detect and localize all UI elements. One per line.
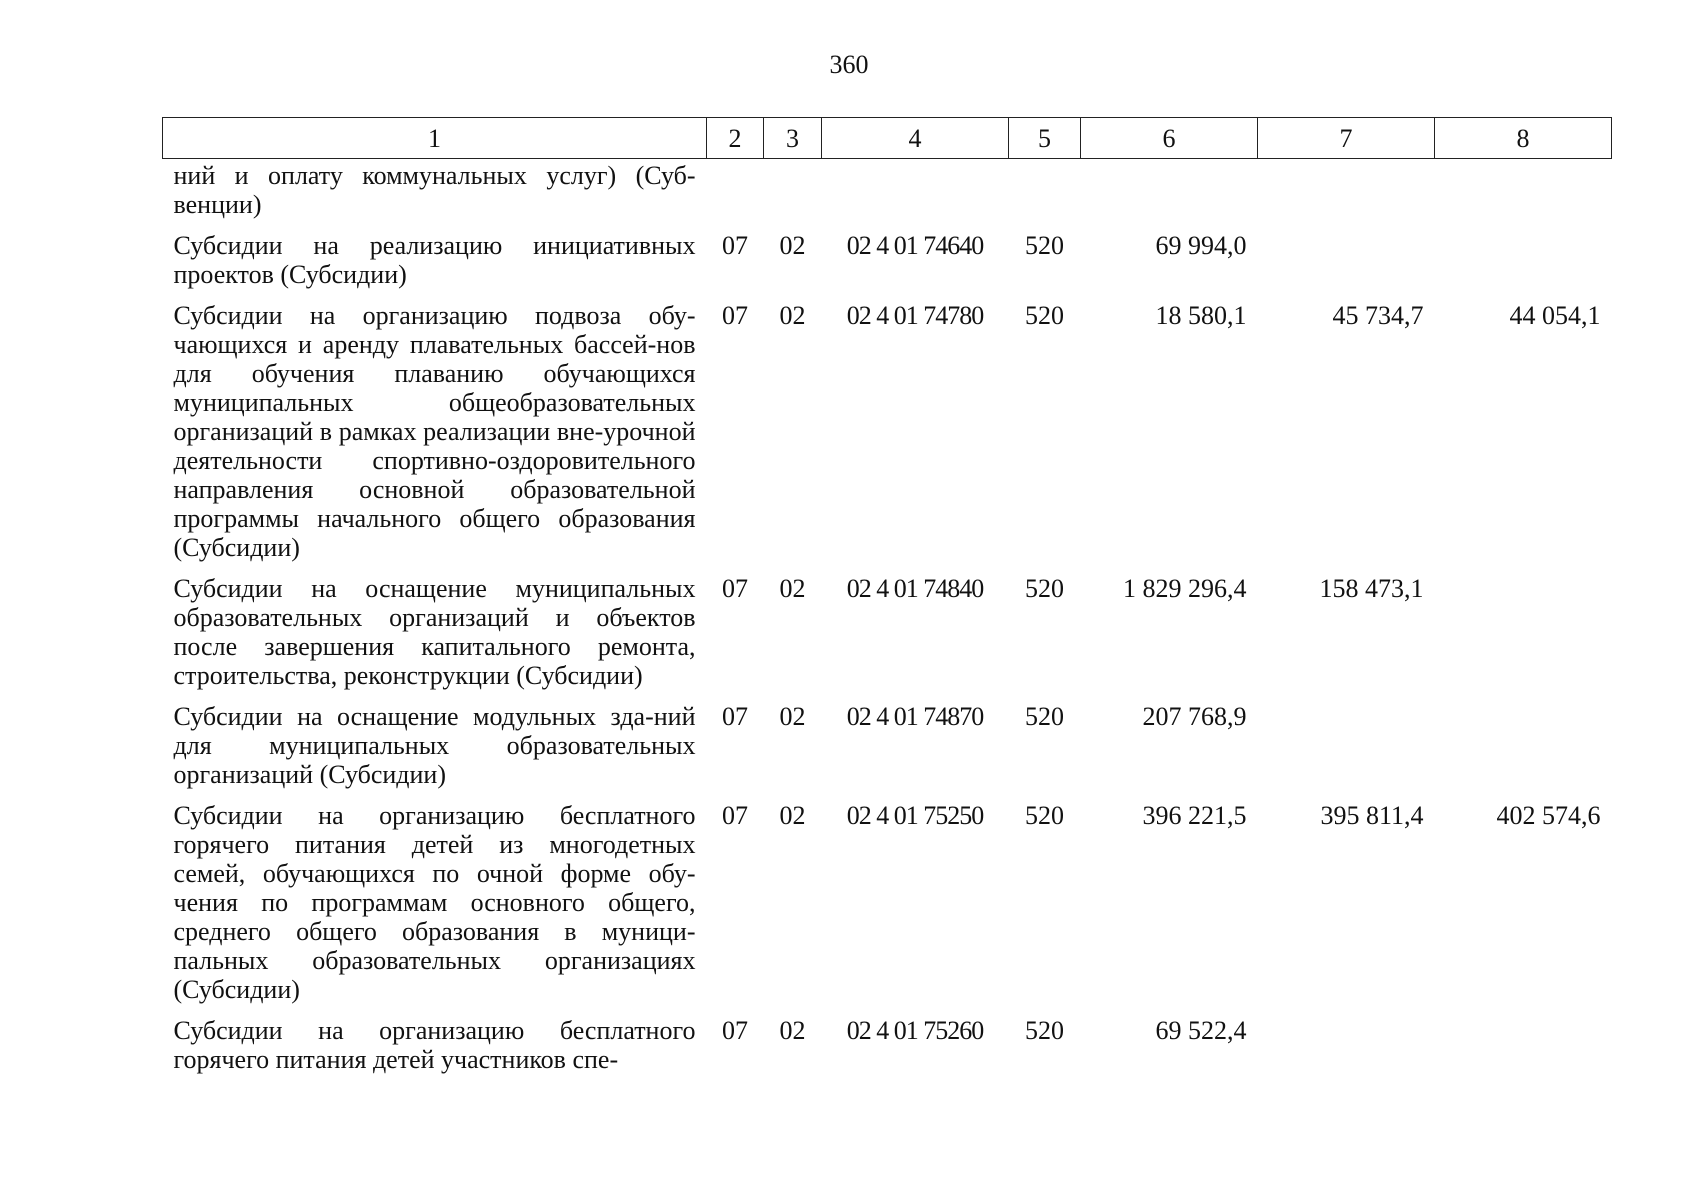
cell-amount-col6 [1081, 159, 1258, 232]
row-description: Субсидии на реализацию инициативных проектов (Субсидии) [173, 231, 696, 289]
cell-section [707, 159, 764, 232]
table-row [163, 702, 1612, 801]
cell-amount-col7 [1258, 231, 1435, 301]
cell-section: 07 [722, 574, 748, 603]
cell-target-code [822, 159, 1009, 232]
cell-amount-col8 [1435, 1016, 1612, 1086]
cell-target-code: 02 4 01 74870 [846, 702, 984, 731]
row-description: Субсидии на организацию бесплатного горячего питания детей участников спе- [173, 1016, 696, 1074]
cell-target-code: 02 4 01 74640 [846, 231, 984, 260]
cell-section: 07 [722, 801, 748, 830]
cell-subsection: 02 [779, 231, 806, 260]
row-description: ний и оплату коммунальных услуг) (Суб-венции) [173, 161, 696, 219]
cell-target-code: 02 4 01 75250 [846, 801, 984, 830]
row-description: Субсидии на оснащение муниципальных образовательных организаций и объектов после завершения капитального ремонта, строительства, реконструкции (Субсидии) [173, 574, 696, 690]
cell-amount-col6: 69 994,0 [1155, 231, 1247, 260]
cell-amount-col6: 18 580,1 [1155, 301, 1247, 330]
budget-table [162, 117, 1612, 1086]
cell-amount-col6: 69 522,4 [1155, 1016, 1247, 1045]
cell-amount-col7 [1258, 1016, 1435, 1086]
cell-amount-col6: 1 829 296,4 [1123, 574, 1247, 603]
column-header: 6 [1081, 118, 1258, 159]
cell-amount-col8 [1435, 574, 1612, 702]
cell-expense-type [1009, 159, 1081, 232]
column-header: 1 [163, 118, 707, 159]
cell-expense-type: 520 [1025, 574, 1064, 603]
cell-amount-col8 [1435, 231, 1612, 301]
column-header: 8 [1435, 118, 1612, 159]
cell-amount-col7 [1258, 702, 1435, 801]
cell-subsection [764, 159, 822, 232]
cell-amount-col8 [1435, 159, 1612, 232]
cell-amount-col8 [1435, 702, 1612, 801]
cell-amount-col8: 44 054,1 [1509, 301, 1601, 330]
cell-amount-col6: 396 221,5 [1142, 801, 1247, 830]
cell-subsection: 02 [779, 702, 806, 731]
column-header: 3 [764, 118, 822, 159]
table-row [163, 801, 1612, 1016]
cell-target-code: 02 4 01 74840 [846, 574, 984, 603]
cell-expense-type: 520 [1025, 301, 1064, 330]
page-number: 360 [829, 50, 869, 79]
cell-subsection: 02 [779, 1016, 806, 1045]
cell-amount-col7: 45 734,7 [1332, 301, 1424, 330]
cell-section: 07 [722, 702, 748, 731]
column-header: 5 [1009, 118, 1081, 159]
cell-section: 07 [722, 1016, 748, 1045]
cell-amount-col8: 402 574,6 [1496, 801, 1601, 830]
table-row [163, 159, 1612, 232]
cell-expense-type: 520 [1025, 801, 1064, 830]
cell-section: 07 [722, 231, 748, 260]
table-row [163, 231, 1612, 301]
row-description: Субсидии на оснащение модульных зда-ний для муниципальных образовательных организаций (Субсидии) [173, 702, 696, 789]
column-header: 7 [1258, 118, 1435, 159]
cell-subsection: 02 [779, 801, 806, 830]
cell-section: 07 [722, 301, 748, 330]
cell-target-code: 02 4 01 74780 [846, 301, 984, 330]
cell-amount-col6: 207 768,9 [1142, 702, 1247, 731]
cell-expense-type: 520 [1025, 702, 1064, 731]
cell-amount-col7: 158 473,1 [1319, 574, 1424, 603]
cell-subsection: 02 [779, 574, 806, 603]
cell-amount-col7 [1258, 159, 1435, 232]
column-header: 4 [822, 118, 1009, 159]
row-description: Субсидии на организацию подвоза обу-чающихся и аренду плавательных бассей-нов для обучения плаванию обучающихся муниципальных общеобразовательных организаций в рамках реализации вне-урочной деятельности спортивно-оздоровительного направления основной образовательной программы начального общего образования (Субсидии) [173, 301, 696, 562]
table-row [163, 301, 1612, 574]
cell-expense-type: 520 [1025, 1016, 1064, 1045]
cell-amount-col7: 395 811,4 [1320, 801, 1424, 830]
cell-subsection: 02 [779, 301, 806, 330]
cell-target-code: 02 4 01 75260 [846, 1016, 984, 1045]
row-description: Субсидии на организацию бесплатного горячего питания детей из многодетных семей, обучающихся по очной форме обу-чения по программам основного общего, среднего общего образования в муници-пальных образовательных организациях (Субсидии) [173, 801, 696, 1004]
table-row [163, 574, 1612, 702]
column-header: 2 [707, 118, 764, 159]
table-row [163, 1016, 1612, 1086]
cell-expense-type: 520 [1025, 231, 1064, 260]
table-header-row [163, 118, 1612, 159]
